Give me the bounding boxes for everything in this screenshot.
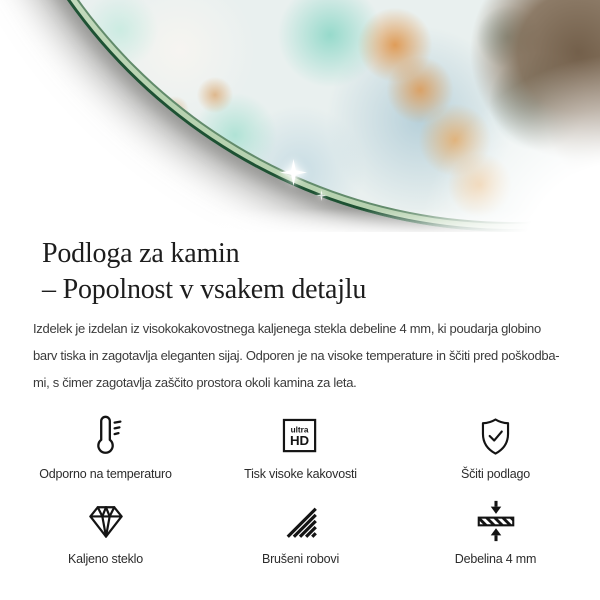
- ultra-hd-icon: [278, 412, 322, 460]
- page-title: [42, 236, 600, 308]
- feature-thickness: [455, 497, 536, 566]
- feature-label: Odporno na temperaturo: [39, 467, 172, 481]
- description-line: barv tiska in zagotavlja eleganten sijaj. Odporen je na visoke temperature in ščiti pred poškodba-: [33, 348, 560, 363]
- feature-protects-base: [461, 412, 530, 481]
- beveled-edges-icon: [279, 497, 321, 545]
- feature-temperature: [39, 412, 172, 481]
- feature-print-quality: [244, 412, 357, 481]
- thermometer-icon: [83, 412, 129, 460]
- features-grid: [8, 412, 593, 566]
- sparkle-glint-icon: [280, 159, 307, 186]
- page-title-line1: Podloga za kamin: [42, 238, 240, 269]
- ultra-hd-icon-text-top: ultra: [291, 425, 309, 435]
- description-line: Izdelek je izdelan iz visokokakovostnega kaljenega stekla debeline 4 mm, ki poudarja globino: [33, 321, 541, 336]
- feature-label: Brušeni robovi: [261, 552, 340, 566]
- feature-tempered-glass: [68, 497, 143, 566]
- sparkle-glint-small-icon: [316, 190, 327, 201]
- product-image: [0, 0, 600, 232]
- product-description: [33, 315, 600, 396]
- feature-label: Debelina 4 mm: [454, 552, 537, 566]
- page-title-line2: – Popolnost v vsakem detajlu: [42, 274, 367, 305]
- feature-polished-edges: [262, 497, 339, 566]
- feature-label: Ščiti podlago: [461, 467, 530, 481]
- description-line: mi, s čimer zagotavlja zaščito prostora okoli kamina za leta.: [33, 375, 357, 390]
- thickness-icon: [473, 497, 519, 545]
- diamond-icon: [84, 497, 128, 545]
- ultra-hd-icon-text-bottom: HD: [290, 433, 310, 449]
- feature-label: Tisk visoke kakovosti: [244, 467, 357, 481]
- shield-check-icon: [474, 412, 517, 460]
- feature-label: Kaljeno steklo: [67, 552, 144, 566]
